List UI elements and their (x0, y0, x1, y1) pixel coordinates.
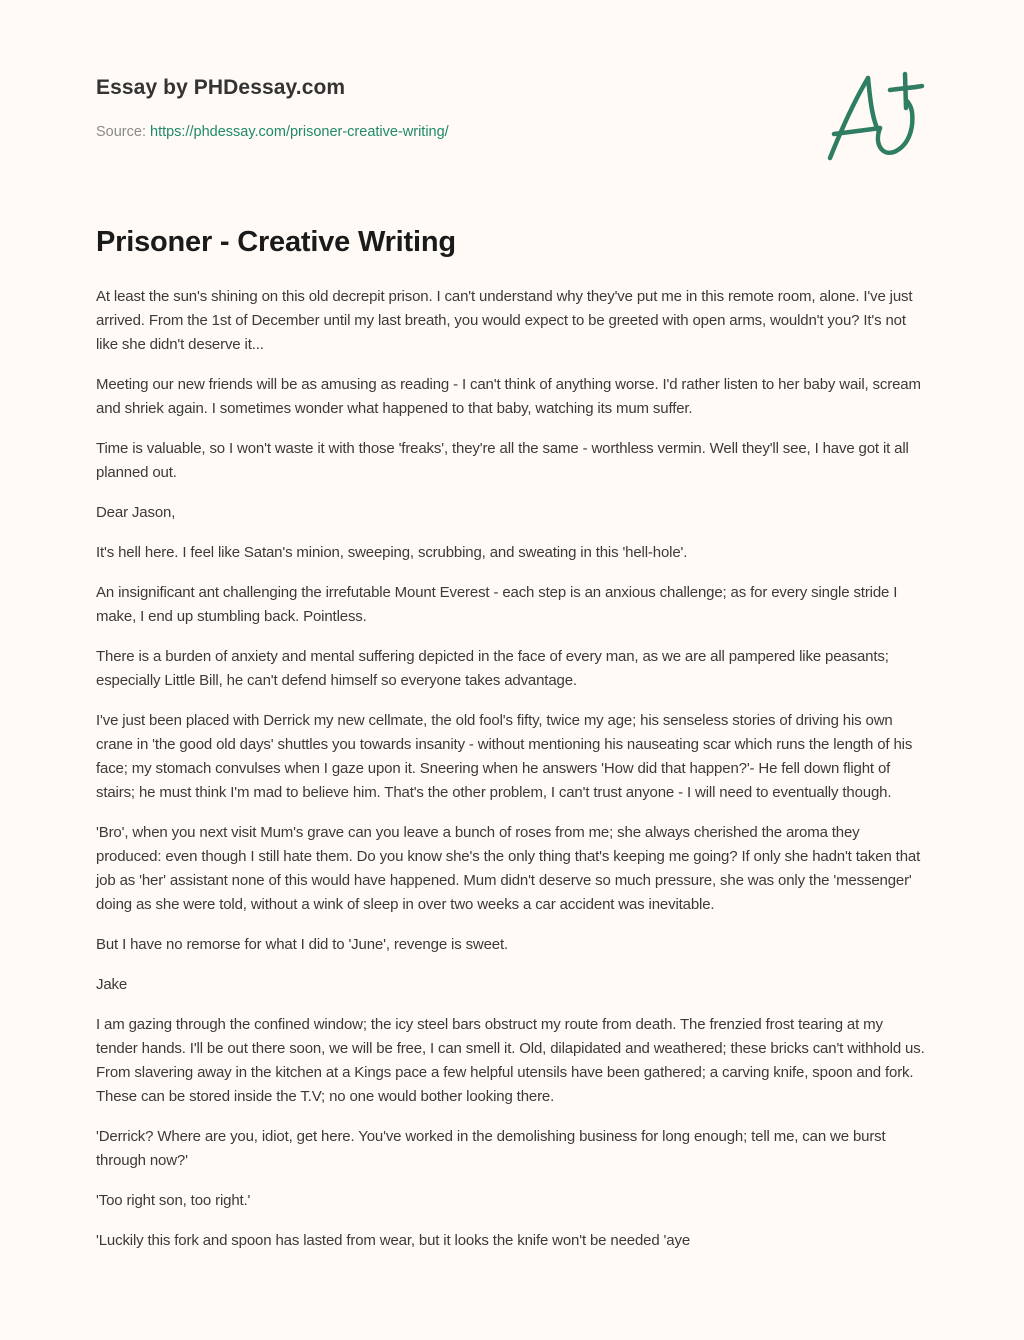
essay-paragraph: Meeting our new friends will be as amusing as reading - I can't think of anything worse. I'd rather listen to her baby wail, scream and shriek again. I sometimes wonder what happened to that baby, watching its mum suffer. (96, 376, 921, 417)
essay-paragraph: At least the sun's shining on this old decrepit prison. I can't understand why they've put me in this remote room, alone. I've just arrived. From the 1st of December until my last breath, you would expect to be greeted with open arms, wouldn't you? It's not like she didn't deserve it... (96, 288, 913, 353)
letter-signature: Jake (96, 976, 128, 993)
source-line (96, 124, 449, 140)
essay-paragraph: 'Luckily this fork and spoon has lasted from wear, but it looks the knife won't be needed 'aye (96, 1232, 691, 1249)
a-plus-grade-icon (822, 68, 926, 164)
essay-paragraph: It's hell here. I feel like Satan's minion, sweeping, scrubbing, and sweating in this 'hell-hole'. (96, 544, 688, 561)
essay-page (96, 0, 926, 1249)
essay-paragraph: I've just been placed with Derrick my new cellmate, the old fool's fifty, twice my age; his senseless stories of driving his own crane in 'the good old days' shuttles you towards insanity - without mentioning his nauseating scar which runs the length of his face; my stomach convulses when I gaze upon it. Sneering when he answers 'How did that happen?'- He fell down flight of stairs; he must think I'm mad to believe him. That's the other problem, I can't trust anyone - I will need to eventually though. (96, 712, 913, 801)
essay-paragraph: 'Derrick? Where are you, idiot, get here. You've worked in the demolishing business for long enough; tell me, can we burst through now?' (96, 1128, 886, 1169)
source-label: Source: (96, 124, 150, 140)
essay-paragraph: 'Too right son, too right.' (96, 1192, 251, 1209)
essay-paragraph: An insignificant ant challenging the irrefutable Mount Everest - each step is an anxious challenge; as for every single stride I make, I end up stumbling back. Pointless. (96, 584, 898, 625)
essay-paragraph: Time is valuable, so I won't waste it with those 'freaks', they're all the same - worthless vermin. Well they'll see, I have got it all planned out. (96, 440, 909, 481)
essay-paragraph: There is a burden of anxiety and mental suffering depicted in the face of every man, as we are all pampered like peasants; especially Little Bill, he can't defend himself so everyone takes advantage. (96, 648, 889, 689)
source-link[interactable]: https://phdessay.com/prisoner-creative-writing/ (150, 124, 449, 140)
essay-paragraph: I am gazing through the confined window; the icy steel bars obstruct my route from death. The frenzied frost tearing at my tender hands. I'll be out there soon, we will be free, I can smell it. Old, dilapidated and weathered; these bricks can't withhold us. From slavering away in the kitchen at a Kings pace a few helpful utensils have been gathered; a carving knife, spoon and fork. These can be stored inside the T.V; no one would bother looking there. (96, 1016, 925, 1105)
brand-title: Essay by PHDessay.com (96, 76, 346, 99)
essay-body (96, 285, 926, 1269)
essay-title: Prisoner - Creative Writing (96, 226, 456, 258)
essay-paragraph: 'Bro', when you next visit Mum's grave can you leave a bunch of roses from me; she always cherished the aroma they produced: even though I still hate them. Do you know she's the only thing that's keeping me going? If only she hadn't taken that job as 'her' assistant none of this would have happened. Mum didn't deserve so much pressure, she was only the 'messenger' doing as she were told, without a wink of sleep in over two weeks a car accident was inevitable. (96, 824, 921, 913)
page-header (96, 0, 926, 200)
essay-paragraph: But I have no remorse for what I did to 'June', revenge is sweet. (96, 936, 509, 953)
letter-salutation: Dear Jason, (96, 504, 176, 521)
